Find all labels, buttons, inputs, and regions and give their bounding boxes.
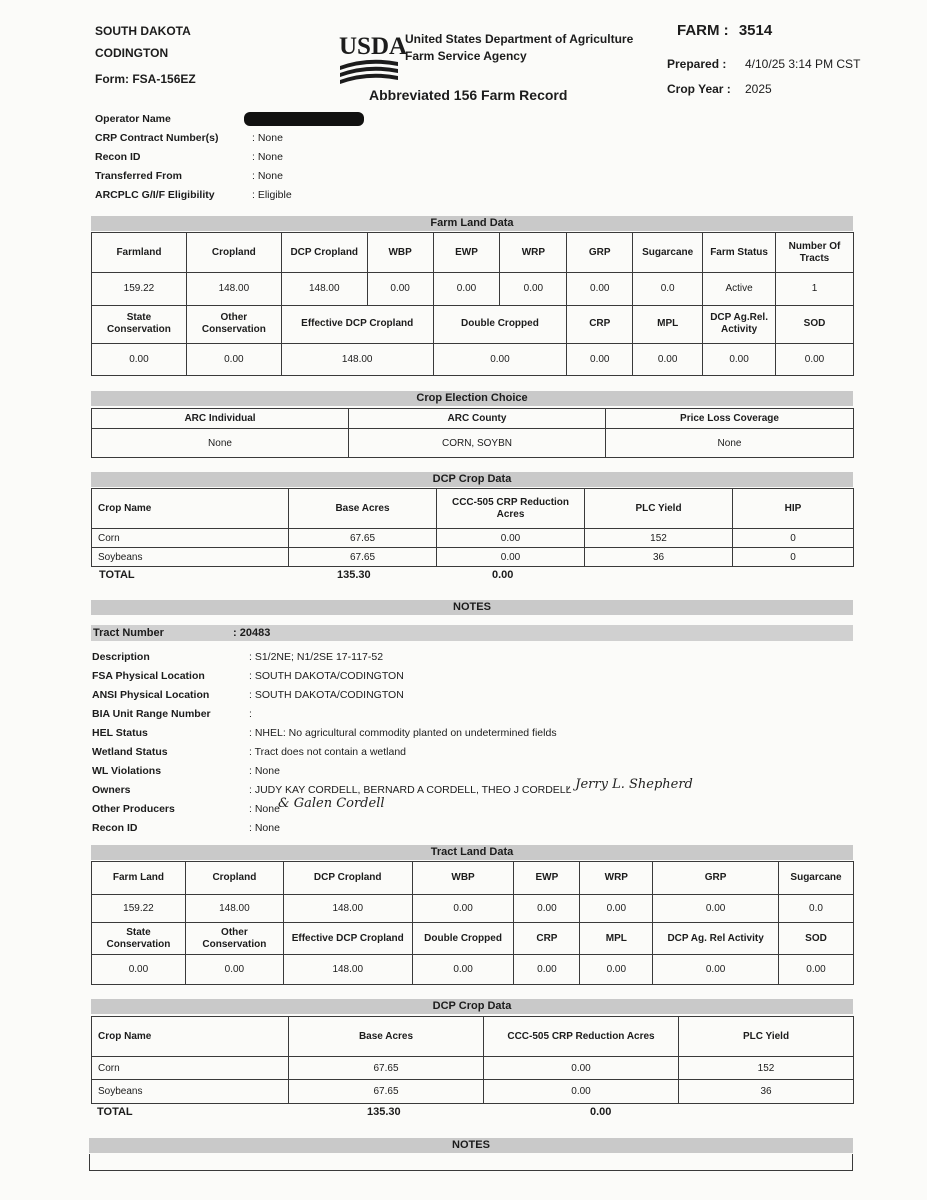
notes-box [89,1154,853,1171]
tract-land-header: SOD [779,923,854,955]
crp-contract-row: CRP Contract Number(s) : None [95,132,283,144]
plc-yield: 36 [679,1080,854,1104]
crop-name: Soybeans [92,548,289,567]
farm-land-value: 0.00 [703,343,776,375]
tract-land-header: CRP [514,923,580,955]
tract-land-value: 0.00 [653,955,779,985]
plc-yield: 36 [585,548,733,567]
crp-reduction: 0.00 [484,1057,679,1080]
farm-land-header: Number Of Tracts [776,233,854,273]
tract-field-row: Recon ID : None [92,822,280,834]
farm-land-value: 0.00 [186,343,281,375]
farm-land-header: Other Conservation [186,305,281,343]
agency-line-1: United States Department of Agriculture [405,32,634,46]
farm-number-value: 3514 [738,22,773,39]
farm-land-header: Sugarcane [633,233,703,273]
transferred-from-row: Transferred From : None [95,170,283,182]
farm-land-value: 1 [776,273,854,305]
tract-field-row: Description : S1/2NE; N1/2SE 17-117-52 [92,651,384,663]
crp-reduction: 0.00 [437,529,585,548]
farm-land-data-title: Farm Land Data [91,216,853,231]
farm-land-value: 148.00 [281,273,367,305]
dcp-crop-data-title: DCP Crop Data [91,472,853,487]
crop-election-title: Crop Election Choice [91,391,853,406]
tract-number-value: : 20483 [233,627,271,639]
tract-land-header: Sugarcane [779,862,854,895]
plc-yield: 152 [679,1057,854,1080]
tract-field-row: BIA Unit Range Number : [92,708,252,720]
crop-election-header: ARC Individual [92,409,349,429]
arcplc-eligibility-row: ARCPLC G/I/F Eligibility : Eligible [95,189,292,201]
farm-land-header: Farm Status [703,233,776,273]
dcp-total-reduction: 0.00 [492,569,514,581]
tract-field-row: WL Violations : None [92,765,280,777]
tract-field-row: HEL Status : NHEL: No agricultural commodity planted on undetermined fields [92,727,557,739]
farm-land-header: Effective DCP Cropland [281,305,433,343]
base-acres: 67.65 [289,1080,484,1104]
plc-yield: 152 [585,529,733,548]
notes-title: NOTES [91,600,853,615]
agency-line-2: Farm Service Agency [405,49,527,63]
tract-land-value: 0.00 [779,955,854,985]
base-acres: 67.65 [289,548,437,567]
tract-dcp-header: CCC-505 CRP Reduction Acres [484,1017,679,1057]
farm-land-value: 0.00 [367,273,433,305]
county-name: CODINGTON [95,46,169,60]
table-row [92,529,854,548]
farm-land-header: DCP Ag.Rel. Activity [703,305,776,343]
crop-year-value: 2025 [745,82,772,96]
farm-land-header: Farmland [92,233,187,273]
farm-land-header: WRP [500,233,567,273]
tract-dcp-total-label: TOTAL [97,1106,133,1118]
farm-land-header: EWP [433,233,500,273]
dcp-crop-header: PLC Yield [585,489,733,529]
farm-label: FARM : [677,22,729,39]
farm-land-value: 0.00 [776,343,854,375]
farm-land-table [91,232,854,376]
tract-land-header: DCP Cropland [283,862,412,895]
tract-land-table [91,861,854,985]
dcp-crop-header: CCC-505 CRP Reduction Acres [437,489,585,529]
tract-field-row: Other Producers : None [92,803,280,815]
hip: 0 [733,529,854,548]
crop-election-value: None [606,429,854,458]
tract-dcp-total-base: 135.30 [367,1106,401,1118]
tract-land-header: Double Cropped [412,923,514,955]
tract-land-header: EWP [514,862,580,895]
crp-reduction: 0.00 [437,548,585,567]
farm-land-header: WBP [367,233,433,273]
farm-land-value: 0.00 [633,343,703,375]
farm-land-header: Cropland [186,233,281,273]
crop-election-value: CORN, SOYBN [349,429,606,458]
dcp-crop-table [91,488,854,567]
dcp-total-label: TOTAL [99,569,135,581]
tract-land-header: GRP [653,862,779,895]
crop-name: Corn [92,529,289,548]
tract-dcp-crop-table [91,1016,854,1104]
crop-election-header: ARC County [349,409,606,429]
hip: 0 [733,548,854,567]
tract-land-value: 148.00 [185,895,283,923]
crop-election-value: None [92,429,349,458]
tract-land-header: MPL [580,923,653,955]
redacted-operator-name [244,112,364,126]
farm-land-header: MPL [633,305,703,343]
tract-field-row: Wetland Status : Tract does not contain a wetland [92,746,407,758]
crop-year-label: Crop Year : [667,82,731,96]
tract-land-value: 0.00 [580,955,653,985]
usda-logo-icon [338,30,408,86]
dcp-crop-header: Crop Name [92,489,289,529]
farm-land-header: GRP [567,233,633,273]
tract-land-value: 0.00 [580,895,653,923]
farm-land-header: SOD [776,305,854,343]
prepared-label: Prepared : [667,57,727,71]
tract-land-value: 0.00 [653,895,779,923]
state-name: SOUTH DAKOTA [95,24,191,38]
tract-field-row: FSA Physical Location : SOUTH DAKOTA/CODINGTON [92,670,404,682]
crop-election-header: Price Loss Coverage [606,409,854,429]
dcp-crop-header: HIP [733,489,854,529]
farm-land-value: 0.00 [433,343,567,375]
tract-land-value: 0.00 [412,895,514,923]
recon-id-row: Recon ID : None [95,151,283,163]
farm-land-value: 0.00 [433,273,500,305]
tract-land-value: 148.00 [283,895,412,923]
header-location [95,20,191,64]
table-row [92,1057,854,1080]
usda-logo-text: USDA [339,33,408,60]
tract-land-value: 0.00 [514,895,580,923]
tract-land-value: 0.00 [92,955,186,985]
farm-number [677,22,772,39]
crop-name: Corn [92,1057,289,1080]
tract-land-value: 159.22 [92,895,186,923]
tract-dcp-header: Base Acres [289,1017,484,1057]
handwritten-owner: , Jerry L. Shepherd [567,777,693,792]
prepared-info [667,52,860,102]
farm-land-value: 0.00 [500,273,567,305]
farm-land-header: CRP [567,305,633,343]
table-row [92,548,854,567]
document-title: Abbreviated 156 Farm Record [369,87,568,103]
tract-land-header: WBP [412,862,514,895]
farm-land-value: Active [703,273,776,305]
tract-land-header: Farm Land [92,862,186,895]
tract-dcp-total-reduction: 0.00 [590,1106,612,1118]
farm-land-value: 0.00 [92,343,187,375]
dcp-crop-header: Base Acres [289,489,437,529]
base-acres: 67.65 [289,1057,484,1080]
tract-number-label: Tract Number [93,627,164,639]
tract-land-header: Other Conservation [185,923,283,955]
tract-land-value: 0.00 [412,955,514,985]
tract-land-header: Effective DCP Cropland [283,923,412,955]
tract-field-row: ANSI Physical Location : SOUTH DAKOTA/CODINGTON [92,689,404,701]
form-number: FSA-156EZ [132,72,196,86]
tract-land-header: Cropland [185,862,283,895]
usda-logo [338,30,408,91]
base-acres: 67.65 [289,529,437,548]
tract-dcp-header: PLC Yield [679,1017,854,1057]
handwritten-producer: & Galen Cordell [278,796,385,811]
tract-dcp-crop-data-title: DCP Crop Data [91,999,853,1014]
dcp-total-base: 135.30 [337,569,371,581]
crop-election-table [91,408,854,458]
tract-land-header: WRP [580,862,653,895]
farm-land-value: 0.00 [567,273,633,305]
table-row [92,1080,854,1104]
tract-land-data-title: Tract Land Data [91,845,853,860]
form-label: Form: [95,72,129,86]
farm-land-header: DCP Cropland [281,233,367,273]
tract-land-header: State Conservation [92,923,186,955]
tract-land-value: 0.00 [185,955,283,985]
prepared-value: 4/10/25 3:14 PM CST [745,57,861,71]
tract-land-value: 148.00 [283,955,412,985]
tract-land-value: 0.0 [779,895,854,923]
farm-land-value: 159.22 [92,273,187,305]
farm-land-value: 0.00 [567,343,633,375]
crop-name: Soybeans [92,1080,289,1104]
farm-land-value: 148.00 [281,343,433,375]
tract-dcp-header: Crop Name [92,1017,289,1057]
farm-land-header: State Conservation [92,305,187,343]
tract-number-bar [91,625,853,641]
form-id [95,72,196,86]
farm-land-header: Double Cropped [433,305,567,343]
farm-land-value: 0.0 [633,273,703,305]
crp-reduction: 0.00 [484,1080,679,1104]
tract-field-row: Owners : JUDY KAY CORDELL, BERNARD A CORDELL, THEO J CORDELL [92,784,572,796]
notes-title-bottom: NOTES [89,1138,853,1153]
tract-land-header: DCP Ag. Rel Activity [653,923,779,955]
operator-row: Operator Name [95,113,171,125]
tract-land-value: 0.00 [514,955,580,985]
agency-name [405,31,633,65]
farm-land-value: 148.00 [186,273,281,305]
